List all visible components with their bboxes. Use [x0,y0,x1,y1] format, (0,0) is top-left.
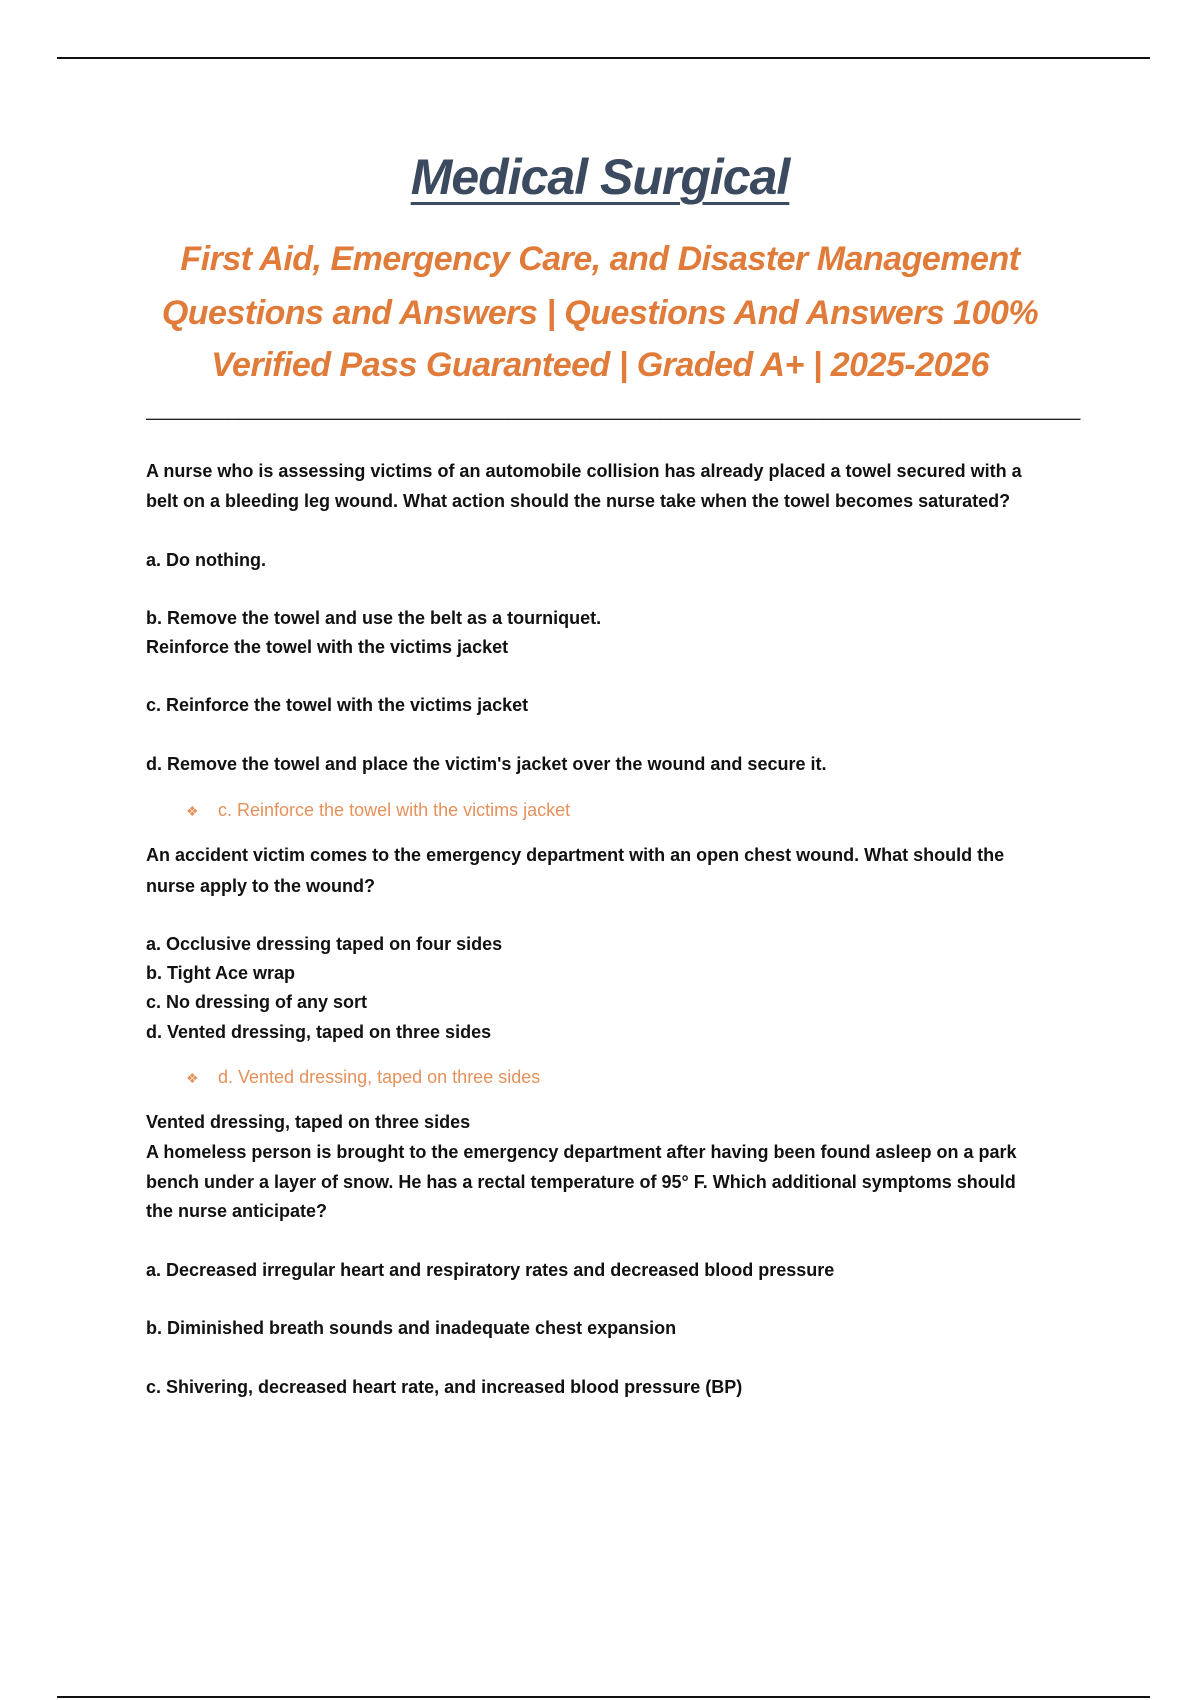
question-3-option-c: c. Shivering, decreased heart rate, and increased blood pressure (BP) [146,1377,743,1397]
bullet-icon: ❖ [186,803,199,819]
bullet-icon: ❖ [186,1070,199,1086]
question-1-option-a: a. Do nothing. [146,550,266,570]
question-3-line-1: A homeless person is brought to the emergency department after having been found asleep on a park [146,1142,1017,1162]
question-2-option-c: c. No dressing of any sort [146,992,368,1012]
answer-text: d. Vented dressing, taped on three sides [218,1067,541,1087]
question-2-line-2: nurse apply to the wound? [146,876,375,896]
question-1-option-d: d. Remove the towel and place the victim's jacket over the wound and secure it. [146,754,827,774]
question-3-line-2: bench under a layer of snow. He has a rectal temperature of 95° F. Which additional symptoms should [146,1172,1016,1192]
question-3-line-3: the nurse anticipate? [146,1201,328,1221]
question-2-answer [186,1066,540,1089]
question-1-option-b: b. Remove the towel and use the belt as a tourniquet. [146,608,602,628]
answer-text: c. Reinforce the towel with the victims jacket [218,800,571,820]
question-2-line-1: An accident victim comes to the emergency department with an open chest wound. What should the [146,845,1005,865]
question-1-option-b-extra: Reinforce the towel with the victims jacket [146,637,509,657]
question-1-line-2: belt on a bleeding leg wound. What action should the nurse take when the towel becomes saturated? [146,491,1011,511]
subtitle-line-2: Questions and Answers | Questions And Answers 100% [161,294,1039,332]
top-rule [57,57,1150,59]
question-1-option-c: c. Reinforce the towel with the victims jacket [146,695,529,715]
question-1-answer [186,799,570,822]
question-2-note: Vented dressing, taped on three sides [146,1112,471,1132]
document-title [0,148,1200,206]
question-2-option-b: b. Tight Ace wrap [146,963,296,983]
separator-line: ________________________________________________________________________________ [146,398,1081,421]
question-2-option-d: d. Vented dressing, taped on three sides [146,1022,492,1042]
question-3-option-b: b. Diminished breath sounds and inadequate chest expansion [146,1318,677,1338]
title-text: Medical Surgical [410,149,790,205]
question-2-option-a: a. Occlusive dressing taped on four sides [146,934,503,954]
question-1-line-1: A nurse who is assessing victims of an automobile collision has already placed a towel secured with a [146,461,1022,481]
subtitle-line-3: Verified Pass Guaranteed | Graded A+ | 2025-2026 [211,346,989,384]
question-3-option-a: a. Decreased irregular heart and respiratory rates and decreased blood pressure [146,1260,835,1280]
bottom-rule [57,1696,1150,1698]
subtitle-line-1: First Aid, Emergency Care, and Disaster Management [180,240,1020,278]
